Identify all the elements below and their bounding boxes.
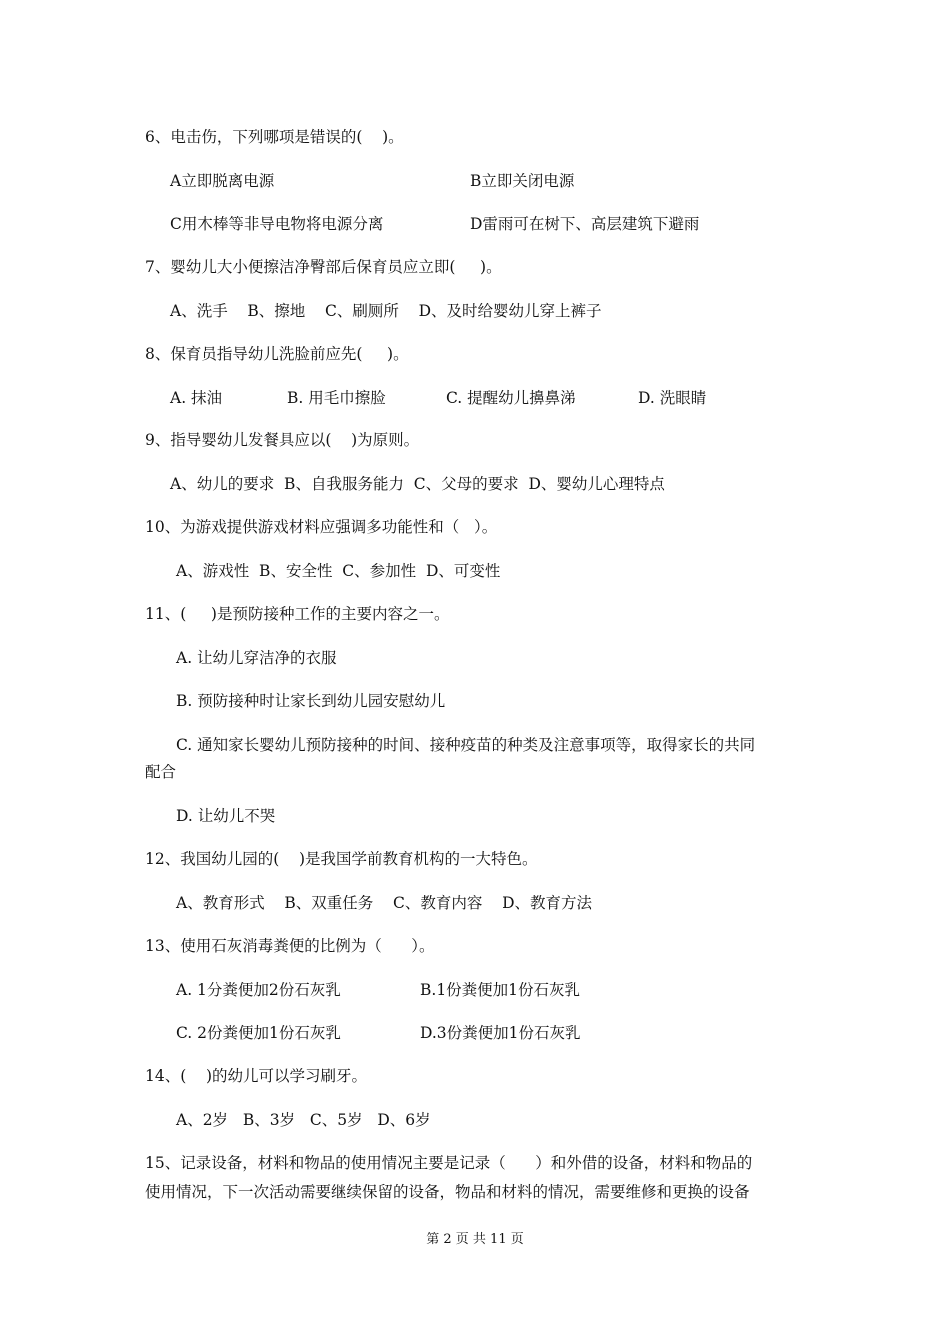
page-footer: 第 2 页 共 11 页 (426, 1232, 524, 1247)
question-6-stem: 6、电击伤，下列哪项是错误的( )。 (145, 128, 404, 146)
question-13-option-c: C. 2份粪便加1份石灰乳 (176, 1024, 341, 1042)
question-14-options: A、2岁 B、3岁 C、5岁 D、6岁 (176, 1111, 431, 1129)
question-9-stem: 9、指导婴幼儿发餐具应以( )为原则。 (145, 431, 420, 449)
question-9-options: A、幼儿的要求 B、自我服务能力 C、父母的要求 D、婴幼儿心理特点 (170, 475, 665, 493)
question-6-option-b: B立即关闭电源 (470, 172, 575, 190)
question-7-stem: 7、婴幼儿大小便擦洁净臀部后保育员应立即( )。 (145, 258, 502, 276)
question-11-option-a: A. 让幼儿穿洁净的衣服 (176, 649, 337, 667)
question-12-stem: 12、我国幼儿园的( )是我国学前教育机构的一大特色。 (145, 850, 538, 868)
question-8-option-a: A. 抹油 (170, 389, 223, 407)
question-8-stem: 8、保育员指导幼儿洗脸前应先( )。 (145, 345, 409, 363)
question-13-option-d: D.3份粪便加1份石灰乳 (420, 1024, 581, 1042)
question-15-line-1: 15、记录设备，材料和物品的使用情况主要是记录（ ）和外借的设备，材料和物品的 (145, 1154, 753, 1172)
question-12-options: A、教育形式 B、双重任务 C、教育内容 D、教育方法 (176, 894, 592, 912)
question-13-option-a: A. 1分粪便加2份石灰乳 (176, 981, 341, 999)
question-10-stem: 10、为游戏提供游戏材料应强调多功能性和（ ）。 (145, 518, 498, 536)
question-11-option-b: B. 预防接种时让家长到幼儿园安慰幼儿 (176, 692, 446, 710)
question-11-option-c-continued: 配合 (145, 763, 177, 781)
question-8-option-c: C. 提醒幼儿擤鼻涕 (446, 389, 576, 407)
question-11-option-d: D. 让幼儿不哭 (176, 807, 276, 825)
question-6-option-c: C用木棒等非导电物将电源分离 (170, 215, 384, 233)
question-15-line-2: 使用情况，下一次活动需要继续保留的设备，物品和材料的情况，需要维修和更换的设备 (145, 1183, 750, 1201)
question-7-options: A、洗手 B、擦地 C、刷厕所 D、及时给婴幼儿穿上裤子 (170, 302, 602, 320)
question-8-option-b: B. 用毛巾擦脸 (287, 389, 386, 407)
question-6-option-d: D雷雨可在树下、高层建筑下避雨 (470, 215, 700, 233)
question-8-option-d: D. 洗眼睛 (638, 389, 707, 407)
question-13-stem: 13、使用石灰消毒粪便的比例为（ ）。 (145, 937, 435, 955)
question-14-stem: 14、( )的幼儿可以学习刷牙。 (145, 1067, 368, 1085)
question-11-stem: 11、( )是预防接种工作的主要内容之一。 (145, 605, 450, 623)
question-10-options: A、游戏性 B、安全性 C、参加性 D、可变性 (176, 562, 501, 580)
question-13-option-b: B.1份粪便加1份石灰乳 (420, 981, 581, 999)
question-6-option-a: A立即脱离电源 (170, 172, 275, 190)
question-11-option-c: C. 通知家长婴幼儿预防接种的时间、接种疫苗的种类及注意事项等，取得家长的共同 (176, 736, 756, 754)
